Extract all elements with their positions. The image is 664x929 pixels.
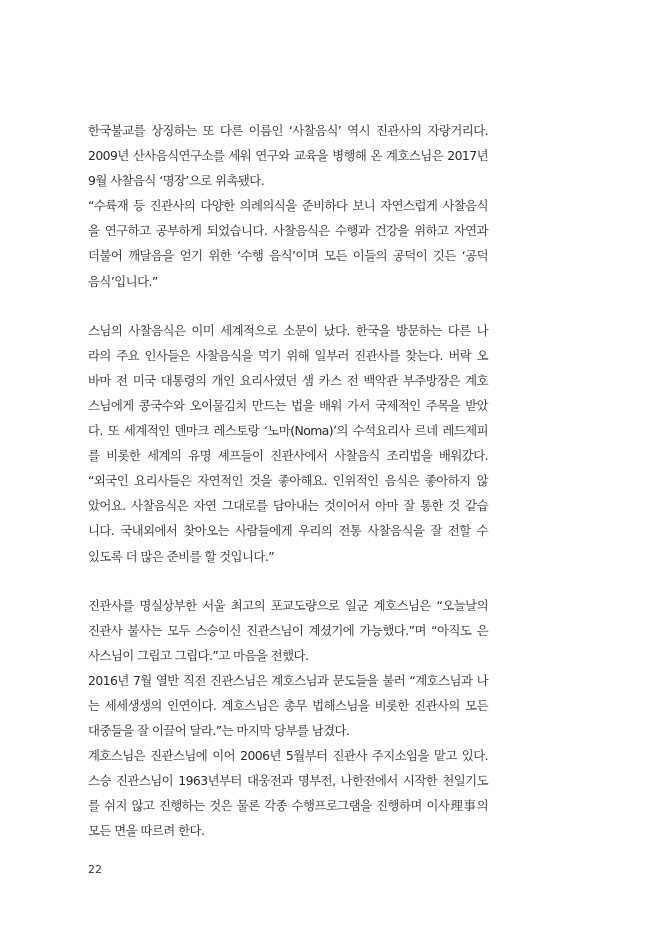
text-line: 을 연구하고 공부하게 되었습니다. 사찰음식은 수행과 건강을 위하고 자연과 bbox=[88, 223, 488, 239]
paragraph-1 bbox=[88, 118, 488, 294]
text-line: 바마 전 미국 대통령의 개인 요리사였던 샘 카스 전 백악관 부주방장은 계호 bbox=[88, 372, 488, 388]
text-line: 라의 주요 인사들은 사찰음식을 먹기 위해 일부러 진관사를 찾는다. 버락 오 bbox=[88, 347, 488, 363]
text-line: 한국불교를 상징하는 또 다른 이름인 ‘사찰음식’ 역시 진관사의 자랑거리다. bbox=[88, 123, 488, 138]
text-line: 사스님이 그립고 그립다.”고 마음을 전했다. bbox=[88, 647, 309, 663]
text-line: 9월 사찰음식 ‘명장’으로 위촉됐다. bbox=[88, 173, 265, 189]
page-number: 22 bbox=[88, 863, 102, 876]
text-line: 다. 또 세계적인 덴마크 레스토랑 ‘노마(Noma)’의 수석요리사 르네 레드제피 bbox=[88, 423, 488, 439]
text-line: 진관사를 명실상부한 서울 최고의 포교도량으로 일군 계호스님은 “오늘날의 bbox=[88, 597, 488, 613]
text-line: 음식’입니다.” bbox=[88, 273, 158, 289]
text-line: 계호스님은 진관스님에 이어 2006년 5월부터 진관사 주지소임을 맡고 있다. bbox=[88, 748, 488, 764]
paragraph-gap bbox=[88, 294, 488, 318]
paragraph-2 bbox=[88, 318, 488, 569]
paragraph-3 bbox=[88, 593, 488, 844]
text-line: 스승 진관스님이 1963년부터 대웅전과 명부전, 나한전에서 시작한 천일기도 bbox=[88, 773, 488, 789]
paragraph-gap bbox=[88, 569, 488, 593]
text-line: 스님의 사찰음식은 이미 세계적으로 소문이 났다. 한국을 방문하는 다른 나 bbox=[88, 322, 488, 338]
text-line: 모든 면을 따르려 한다. bbox=[88, 823, 205, 839]
text-line: “수륙재 등 진관사의 다양한 의례의식을 준비하다 보니 자연스럽게 사찰음식 bbox=[88, 198, 488, 214]
text-line: 스님에게 콩국수와 오이물김치 만드는 법을 배워 가서 국제적인 주목을 받았 bbox=[88, 397, 488, 413]
text-line: 2016년 7월 열반 직전 진관스님은 계호스님과 문도들을 불러 “계호스님과 나 bbox=[88, 672, 488, 688]
text-line: 더불어 깨달음을 얻기 위한 ‘수행 음식’이며 모든 이들의 공덕이 깃든 ‘공덕 bbox=[88, 248, 488, 264]
text-line: 진관사 불사는 모두 스승이신 진관스님이 계셨기에 가능했다.”며 “아직도 은 bbox=[88, 622, 488, 638]
text-line: 를 쉬지 않고 진행하는 것은 물론 각종 수행프로그램을 진행하며 이사理事의 bbox=[88, 798, 488, 814]
text-line: 니다. 국내외에서 찾아오는 사람들에게 우리의 전통 사찰음식을 잘 전할 수 bbox=[88, 523, 488, 539]
text-line: 2009년 산사음식연구소를 세워 연구와 교육을 병행해 온 계호스님은 2017년 bbox=[88, 148, 488, 164]
document-body bbox=[88, 118, 488, 844]
text-line: 있도록 더 많은 준비를 할 것입니다.” bbox=[88, 548, 275, 564]
text-line: 대중들을 잘 이끌어 달라.”는 마지막 당부를 남겼다. bbox=[88, 723, 350, 739]
text-line: 았어요. 사찰음식은 자연 그대로를 담아내는 것이어서 아마 잘 통한 것 같습 bbox=[88, 498, 488, 514]
text-line: “외국인 요리사들은 자연적인 것을 좋아해요. 인위적인 음식은 좋아하지 않 bbox=[88, 473, 488, 489]
text-line: 를 비롯한 세계의 유명 셰프들이 진관사에서 사찰음식 조리법을 배워갔다. bbox=[88, 448, 488, 464]
text-line: 는 세세생생의 인연이다. 계호스님은 총무 법해스님을 비롯한 진관사의 모든 bbox=[88, 697, 488, 713]
